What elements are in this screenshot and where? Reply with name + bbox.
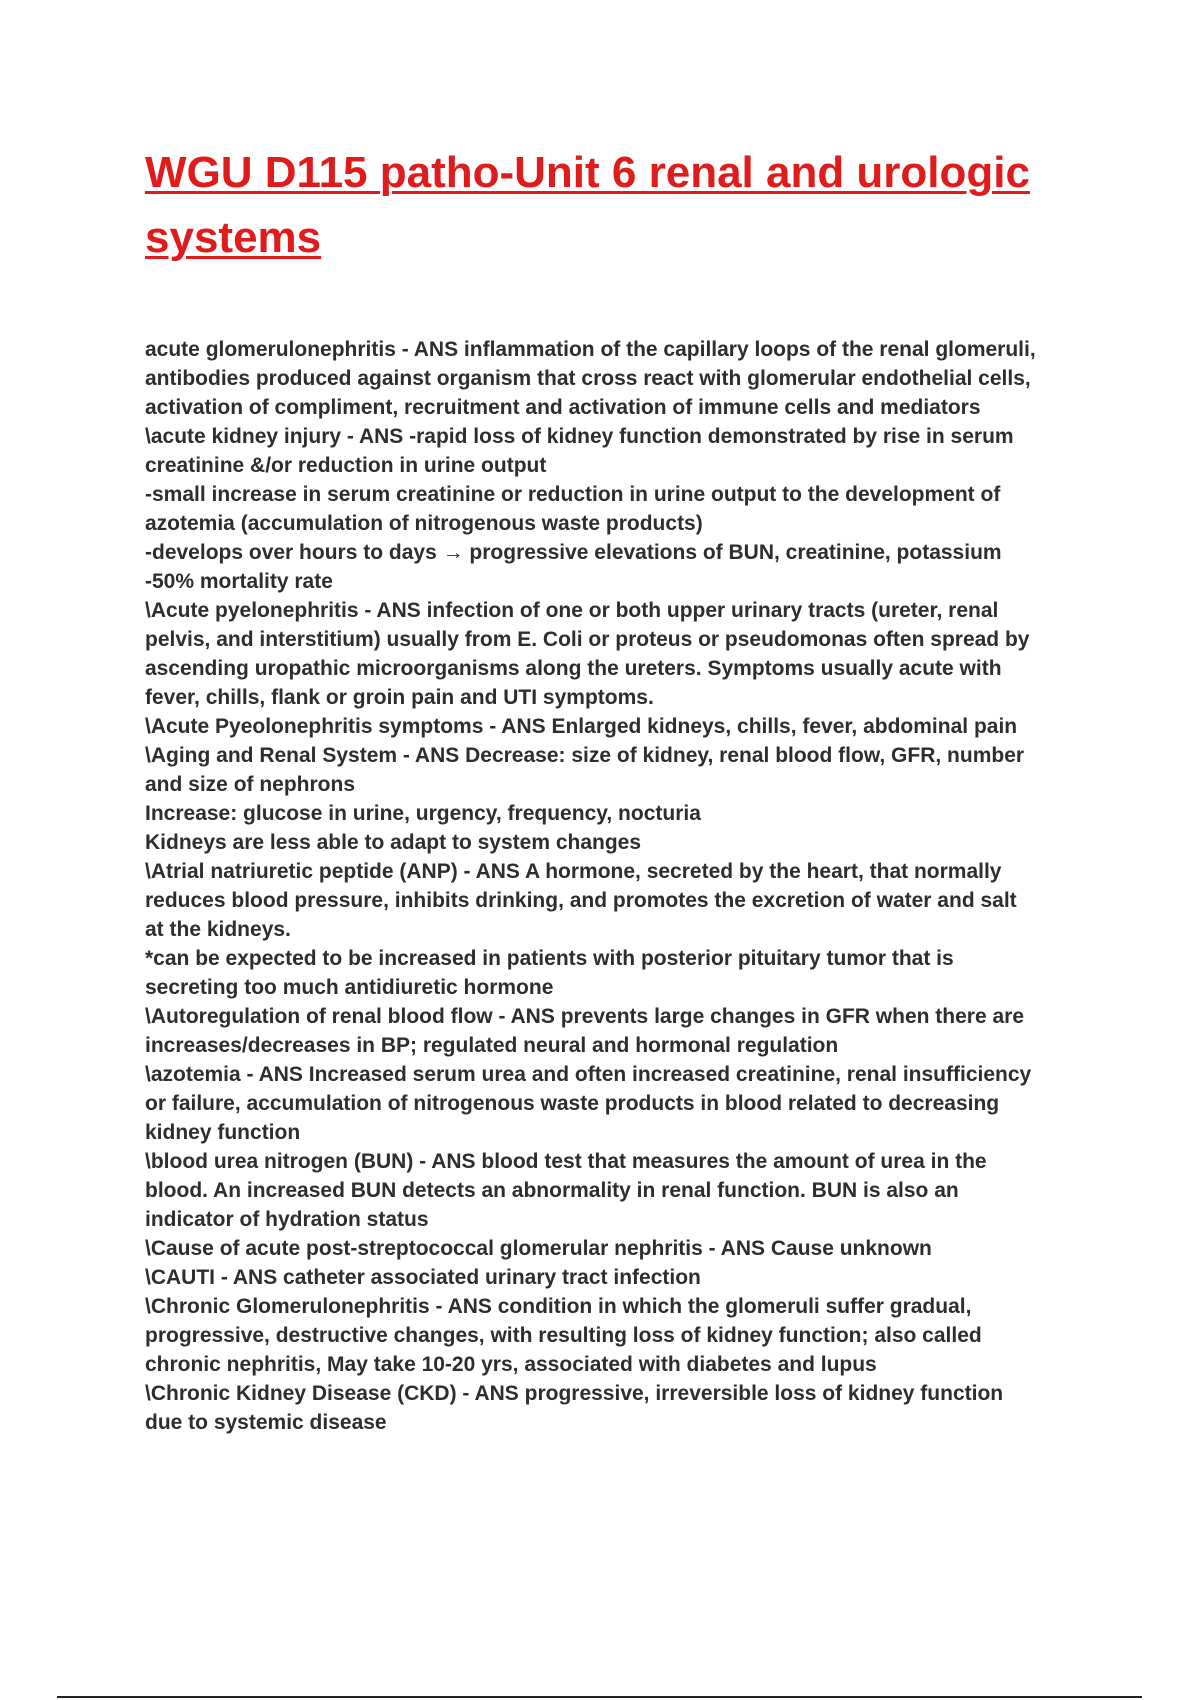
body-line: \Atrial natriuretic peptide (ANP) - ANS A hormone, secreted by the heart, that normally [145,860,1002,883]
body-line: -develops over hours to days → progressive elevations of BUN, creatinine, potassium [145,541,1002,564]
body-line: and size of nephrons [145,773,356,796]
body-line: secreting too much antidiuretic hormone [145,976,554,999]
body-line: progressive, destructive changes, with resulting loss of kidney function; also called [145,1324,982,1347]
body-line: Kidneys are less able to adapt to system changes [145,831,642,854]
body-line: \azotemia - ANS Increased serum urea and often increased creatinine, renal insufficiency [145,1063,1032,1086]
body-line: -50% mortality rate [145,570,333,593]
body-line: at the kidneys. [145,918,291,941]
body-line: \Cause of acute post-streptococcal glomerular nephritis - ANS Cause unknown [145,1237,932,1260]
body-line: antibodies produced against organism that cross react with glomerular endothelial cells, [145,367,1031,390]
body-line: \acute kidney injury - ANS -rapid loss of kidney function demonstrated by rise in serum [145,425,1014,448]
body-line: acute glomerulonephritis - ANS inflammation of the capillary loops of the renal glomeruli, [145,338,1036,361]
document-title [145,140,1095,270]
body-line: \CAUTI - ANS catheter associated urinary tract infection [145,1266,701,1289]
body-line: or failure, accumulation of nitrogenous waste products in blood related to decreasing [145,1092,1000,1115]
title-line-1: WGU D115 patho-Unit 6 renal and urologic [145,148,1030,197]
body-line: increases/decreases in BP; regulated neural and hormonal regulation [145,1034,839,1057]
body-line: pelvis, and interstitium) usually from E. Coli or proteus or pseudomonas often spread by [145,628,1030,651]
body-line: *can be expected to be increased in patients with posterior pituitary tumor that is [145,947,954,970]
body-line: \Acute pyelonephritis - ANS infection of one or both upper urinary tracts (ureter, renal [145,599,999,622]
title-line-2: systems [145,213,322,262]
body-line: chronic nephritis, May take 10-20 yrs, associated with diabetes and lupus [145,1353,877,1376]
body-line: reduces blood pressure, inhibits drinking, and promotes the excretion of water and salt [145,889,1017,912]
body-line: \Chronic Glomerulonephritis - ANS condition in which the glomeruli suffer gradual, [145,1295,972,1318]
body-line: fever, chills, flank or groin pain and UTI symptoms. [145,686,654,709]
body-line: \Aging and Renal System - ANS Decrease: size of kidney, renal blood flow, GFR, number [145,744,1025,767]
body-line: \Acute Pyeolonephritis symptoms - ANS Enlarged kidneys, chills, fever, abdominal pain [145,715,1018,738]
body-line: Increase: glucose in urine, urgency, frequency, nocturia [145,802,701,825]
body-line: ascending uropathic microorganisms along the ureters. Symptoms usually acute with [145,657,1002,680]
body-line: \blood urea nitrogen (BUN) - ANS blood test that measures the amount of urea in the [145,1150,987,1173]
body-line: kidney function [145,1121,301,1144]
body-line: indicator of hydration status [145,1208,429,1231]
body-line: due to systemic disease [145,1411,387,1434]
body-line: activation of compliment, recruitment and activation of immune cells and mediators [145,396,981,419]
body-line: \Chronic Kidney Disease (CKD) - ANS progressive, irreversible loss of kidney function [145,1382,1004,1405]
body-line: \Autoregulation of renal blood flow - ANS prevents large changes in GFR when there are [145,1005,1025,1028]
page-bottom-divider [57,1696,1142,1698]
body-line: azotemia (accumulation of nitrogenous waste products) [145,512,703,535]
body-line: creatinine &/or reduction in urine output [145,454,547,477]
body-line: blood. An increased BUN detects an abnormality in renal function. BUN is also an [145,1179,959,1202]
body-line: -small increase in serum creatinine or reduction in urine output to the development of [145,483,1001,506]
document-body [145,335,1095,1437]
